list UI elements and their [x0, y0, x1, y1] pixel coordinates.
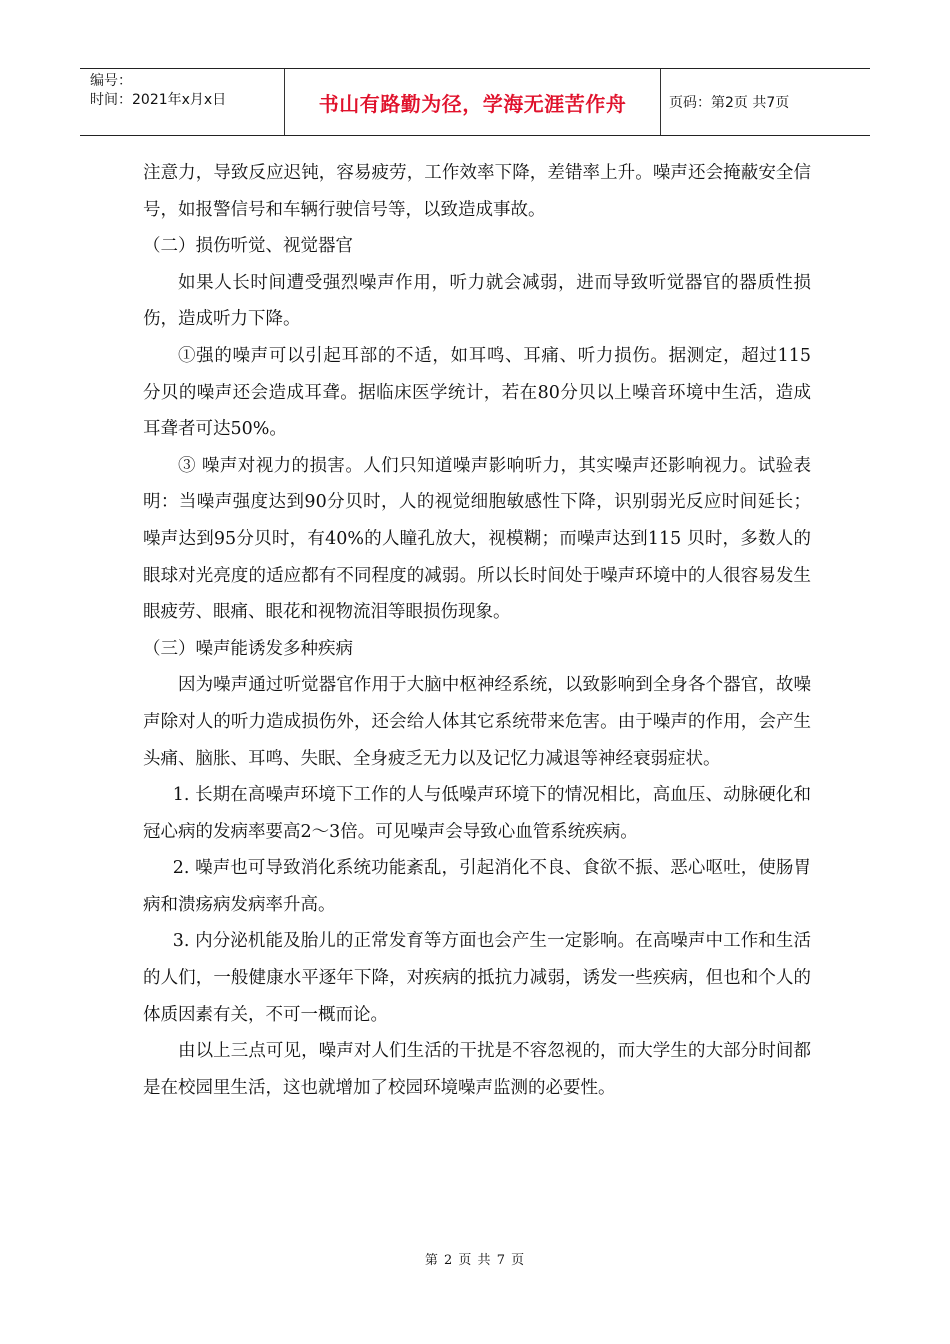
list-item-endocrine: 3. 内分泌机能及胎儿的正常发育等方面也会产生一定影响。在高噪声中工作和生活的人们，一般健康水平逐年下降，对疾病的抵抗力减弱，诱发一些疾病，但也和个人的体质因素有关，不可一概而论。 — [143, 931, 811, 1025]
paragraph-disease-intro: 因为噪声通过听觉器官作用于大脑中枢神经系统，以致影响到全身各个器官，故噪声除对人的听力造成损伤外，还会给人体其它系统带来危害。由于噪声的作用，会产生头痛、脑胀、耳鸣、失眠、全身疲乏无力以及记忆力减退等神经衰弱症状。 — [143, 675, 811, 769]
list-item-digestive: 2. 噪声也可导致消化系统功能紊乱，引起消化不良、食欲不振、恶心呕吐，使肠胃病和溃疡病发病率升高。 — [143, 858, 811, 915]
header-meta — [80, 69, 285, 135]
paragraph-hearing-damage: ①强的噪声可以引起耳部的不适，如耳鸣、耳痛、听力损伤。据测定，超过115 分贝的噪声还会造成耳聋。据临床医学统计，若在80分贝以上噪音环境中生活，造成耳聋者可达50%。 — [143, 345, 811, 440]
section-heading-2: （二）损伤听觉、视觉器官 — [143, 236, 353, 257]
list-item-cardiovascular: 1. 长期在高噪声环境下工作的人与低噪声环境下的情况相比，高血压、动脉硬化和冠心病的发病率要高2～3倍。可见噪声会导致心血管系统疾病。 — [143, 785, 811, 842]
document-number-label: 编号： — [90, 73, 132, 89]
paragraph-continuation: 注意力，导致反应迟钝，容易疲劳，工作效率下降，差错率上升。噪声还会掩蔽安全信号，如报警信号和车辆行驶信号等，以致造成事故。 — [143, 163, 811, 220]
page-footer: 第 2 页 共 7 页 — [424, 1253, 526, 1268]
section-heading-3: （三）噪声能诱发多种疾病 — [143, 638, 353, 659]
header-motto: 书山有路勤为径，学海无涯苦作舟 — [285, 69, 661, 135]
paragraph-vision-damage: ③ 噪声对视力的损害。人们只知道噪声影响听力，其实噪声还影响视力。试验表明：当噪声强度达到90分贝时，人的视觉细胞敏感性下降，识别弱光反应时间延长；噪声达到95分贝时，有40%的人瞳孔放大，视模糊；而噪声达到115 贝时，多数人的眼球对光亮度的适应都有不同程度的减弱。所以长时间处于噪声环境中的人很容易发生眼疲劳、眼痛、眼花和视物流泪等眼损伤现象。 — [143, 455, 811, 623]
document-header — [80, 68, 870, 136]
document-date-label: 时间：2021年x月x日 — [90, 92, 227, 108]
document-body — [143, 155, 811, 1106]
header-page-number: 页码：第2页 共7页 — [669, 95, 790, 111]
paragraph-hearing-intro: 如果人长时间遭受强烈噪声作用，听力就会减弱，进而导致听觉器官的器质性损伤，造成听力下降。 — [143, 272, 811, 330]
paragraph-conclusion: 由以上三点可见，噪声对人们生活的干扰是不容忽视的，而大学生的大部分时间都是在校园里生活，这也就增加了校园环境噪声监测的必要性。 — [143, 1041, 811, 1098]
